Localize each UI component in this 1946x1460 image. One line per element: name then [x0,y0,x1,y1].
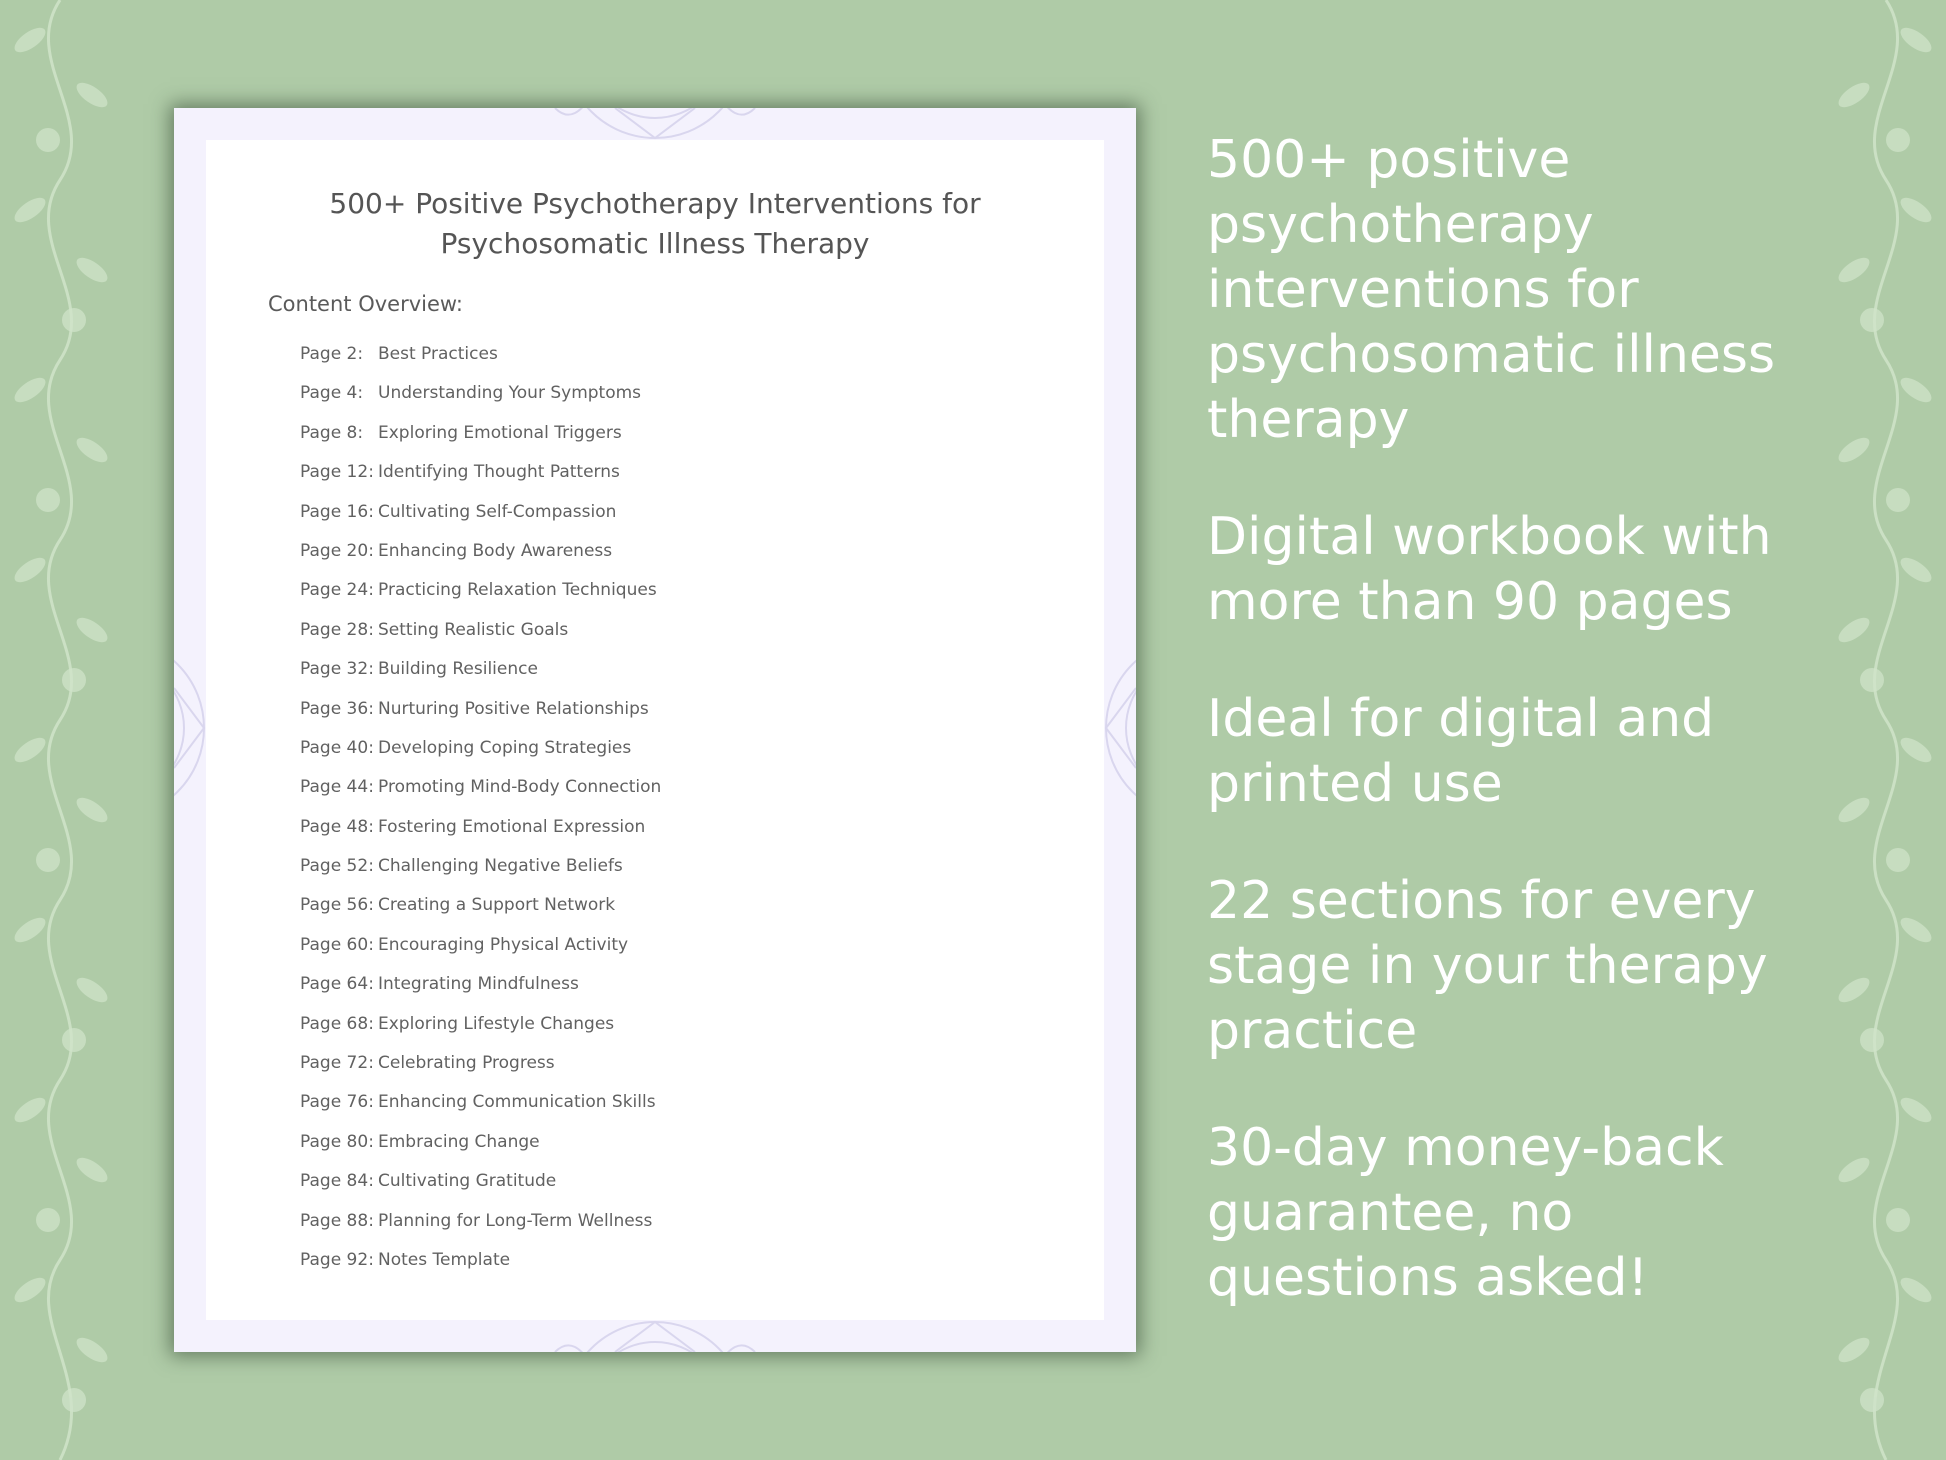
toc-item [300,974,661,1013]
toc-item [300,620,661,659]
toc-item [300,817,661,856]
toc-section-label: Cultivating Self-Compassion [378,501,617,522]
toc-section-label: Fostering Emotional Expression [378,816,646,837]
toc-page-number: Page 56: [300,895,374,916]
toc-page-number: Page 16: [300,501,374,522]
toc-section-label: Exploring Emotional Triggers [378,422,622,443]
toc-item [300,1250,661,1289]
toc-item [300,344,661,383]
toc-page-number: Page 36: [300,698,374,719]
toc-section-label: Building Resilience [378,659,538,680]
table-of-contents [300,344,661,1289]
toc-page-number: Page 8: [300,422,364,443]
toc-item [300,383,661,422]
toc-item [300,738,661,777]
toc-page-number: Page 2: [300,344,364,364]
toc-page-number: Page 24: [300,580,374,601]
toc-page-number: Page 40: [300,737,374,758]
toc-section-label: Creating a Support Network [378,895,616,916]
toc-item [300,659,661,698]
document-title-line-1: 500+ Positive Psychotherapy Interventions for [329,187,981,220]
feature-text: 30-day money-back guarantee, no questions asked! [1207,1118,1724,1308]
document-preview [174,108,1136,1352]
document-title [206,184,1104,264]
toc-section-label: Embracing Change [378,1131,540,1152]
toc-item [300,1132,661,1171]
toc-section-label: Nurturing Positive Relationships [378,698,649,719]
toc-section-label: Identifying Thought Patterns [378,462,620,483]
toc-item [300,1092,661,1131]
toc-page-number: Page 4: [300,383,364,404]
toc-page-number: Page 28: [300,619,374,640]
toc-page-number: Page 72: [300,1053,374,1074]
toc-page-number: Page 52: [300,856,374,877]
toc-section-label: Planning for Long-Term Wellness [378,1210,653,1231]
toc-section-label: Setting Realistic Goals [378,619,569,640]
feature-text: Ideal for digital and printed use [1207,689,1715,814]
toc-item [300,1171,661,1210]
toc-section-label: Promoting Mind-Body Connection [378,777,662,798]
toc-page-number: Page 48: [300,816,374,837]
toc-page-number: Page 88: [300,1210,374,1231]
toc-page-number: Page 60: [300,934,374,955]
toc-item [300,856,661,895]
toc-item [300,541,661,580]
toc-section-label: Best Practices [378,344,498,364]
toc-section-label: Exploring Lifestyle Changes [378,1013,615,1034]
toc-section-label: Cultivating Gratitude [378,1171,557,1192]
toc-page-number: Page 44: [300,777,374,798]
toc-page-number: Page 80: [300,1131,374,1152]
toc-item [300,580,661,619]
toc-item [300,462,661,501]
floral-vine-left-decoration [0,0,130,1460]
toc-section-label: Encouraging Physical Activity [378,934,629,955]
toc-item [300,1014,661,1053]
document-page [206,140,1104,1320]
toc-section-label: Enhancing Body Awareness [378,540,613,561]
content-overview-label: Content Overview: [268,292,463,316]
toc-section-label: Developing Coping Strategies [378,737,632,758]
toc-section-label: Notes Template [378,1249,511,1270]
toc-page-number: Page 92: [300,1249,374,1270]
feature-text: Digital workbook with more than 90 pages [1207,507,1772,632]
toc-page-number: Page 32: [300,659,374,680]
toc-page-number: Page 12: [300,462,374,483]
toc-item [300,423,661,462]
toc-item [300,935,661,974]
document-title-line-2: Psychosomatic Illness Therapy [440,227,870,260]
toc-item [300,1211,661,1250]
toc-item [300,895,661,934]
floral-vine-right-decoration [1816,0,1946,1460]
toc-section-label: Practicing Relaxation Techniques [378,580,657,601]
toc-item [300,502,661,541]
feature-text: 22 sections for every stage in your therapy practice [1207,871,1768,1061]
feature-text: 500+ positive psychotherapy interventions for psychosomatic illness therapy [1207,130,1776,450]
toc-page-number: Page 76: [300,1092,374,1113]
toc-item [300,699,661,738]
feature-list [1207,128,1827,1311]
toc-section-label: Celebrating Progress [378,1053,555,1074]
toc-item [300,1053,661,1092]
toc-section-label: Enhancing Communication Skills [378,1092,656,1113]
toc-section-label: Understanding Your Symptoms [378,383,642,404]
toc-page-number: Page 20: [300,540,374,561]
toc-page-number: Page 68: [300,1013,374,1034]
toc-page-number: Page 84: [300,1171,374,1192]
toc-page-number: Page 64: [300,974,374,995]
toc-section-label: Integrating Mindfulness [378,974,579,995]
toc-item [300,777,661,816]
toc-section-label: Challenging Negative Beliefs [378,856,623,877]
